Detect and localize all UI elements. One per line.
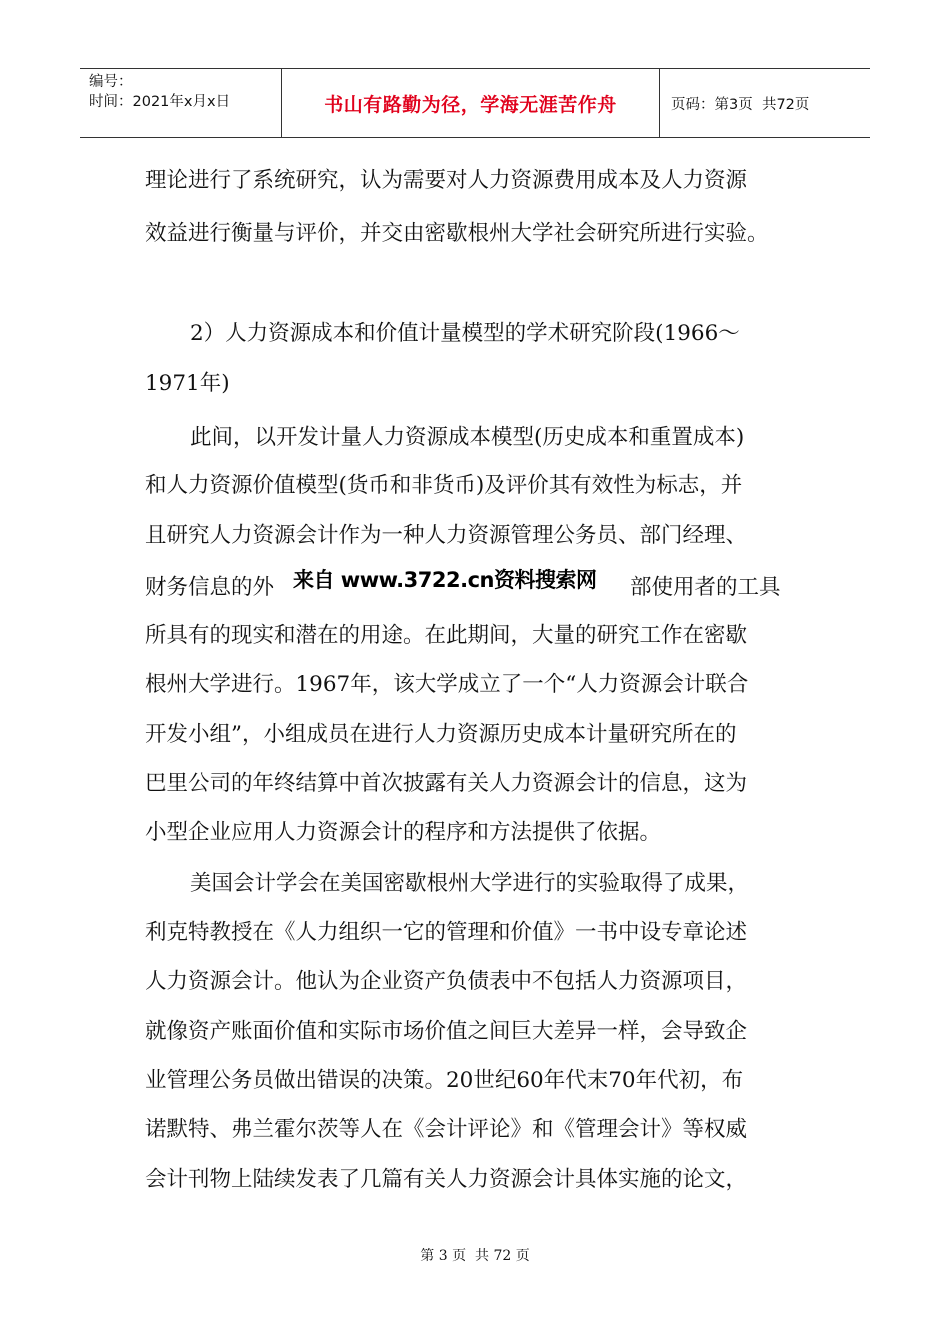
- body-line: 效益进行衡量与评价，并交由密歇根州大学社会研究所进行实验。: [145, 221, 769, 246]
- body-line: 人力资源会计。他认为企业资产负债表中不包括人力资源项目，: [145, 969, 748, 994]
- body-line: 诺默特、弗兰霍尔茨等人在《会计评论》和《管理会计》等权威: [145, 1117, 748, 1142]
- body-line: 利克特教授在《人力组织一它的管理和价值》一书中设专章论述: [145, 920, 748, 945]
- header-page-info: [660, 69, 870, 137]
- body-line: 巴里公司的年终结算中首次披露有关人力资源会计的信息，这为: [145, 771, 748, 796]
- body-line: 此间，以开发计量人力资源成本模型(历史成本和重置成本): [190, 425, 745, 450]
- body-line: 所具有的现实和潜在的用途。在此期间，大量的研究工作在密歇: [145, 623, 748, 648]
- section-heading: 2）人力资源成本和价值计量模型的学术研究阶段(1966～: [190, 321, 740, 346]
- page-info-text: 页码：第3页 共72页: [671, 96, 810, 113]
- header-motto: 书山有路勤为径，学海无涯苦作舟: [282, 69, 660, 137]
- time-label: 时间：2021年x月x日: [89, 94, 231, 110]
- body-line: 和人力资源价值模型(货币和非货币)及评价其有效性为标志，并: [145, 473, 743, 498]
- body-line: 根州大学进行。1967年，该大学成立了一个“人力资源会计联合: [145, 672, 749, 697]
- body-line: 就像资产账面价值和实际市场价值之间巨大差异一样，会导致企: [145, 1019, 748, 1044]
- body-line: 部使用者的工具: [630, 575, 781, 600]
- header-meta: [80, 69, 282, 137]
- body-line: 财务信息的外: [145, 575, 275, 600]
- body-line: 开发小组”，小组成员在进行人力资源历史成本计量研究所在的: [145, 722, 737, 747]
- body-line: 业管理公务员做出错误的决策。20世纪60年代末70年代初，布: [145, 1068, 744, 1093]
- body-line: 美国会计学会在美国密歇根州大学进行的实验取得了成果，: [190, 871, 750, 896]
- code-label: 编号：: [89, 74, 133, 90]
- section-heading-cont: 1971年): [145, 371, 230, 396]
- page-footer: 第 3 页 共 72 页: [420, 1248, 530, 1264]
- body-line: 理论进行了系统研究，认为需要对人力资源费用成本及人力资源: [145, 168, 748, 193]
- body-line: 且研究人力资源会计作为一种人力资源管理公务员、部门经理、: [145, 523, 748, 548]
- watermark-banner: 来自 www.3722.cn资料搜索网: [293, 568, 597, 592]
- page-header: [80, 68, 870, 138]
- body-line: 小型企业应用人力资源会计的程序和方法提供了依据。: [145, 820, 662, 845]
- body-line: 会计刊物上陆续发表了几篇有关人力资源会计具体实施的论文，: [145, 1167, 748, 1192]
